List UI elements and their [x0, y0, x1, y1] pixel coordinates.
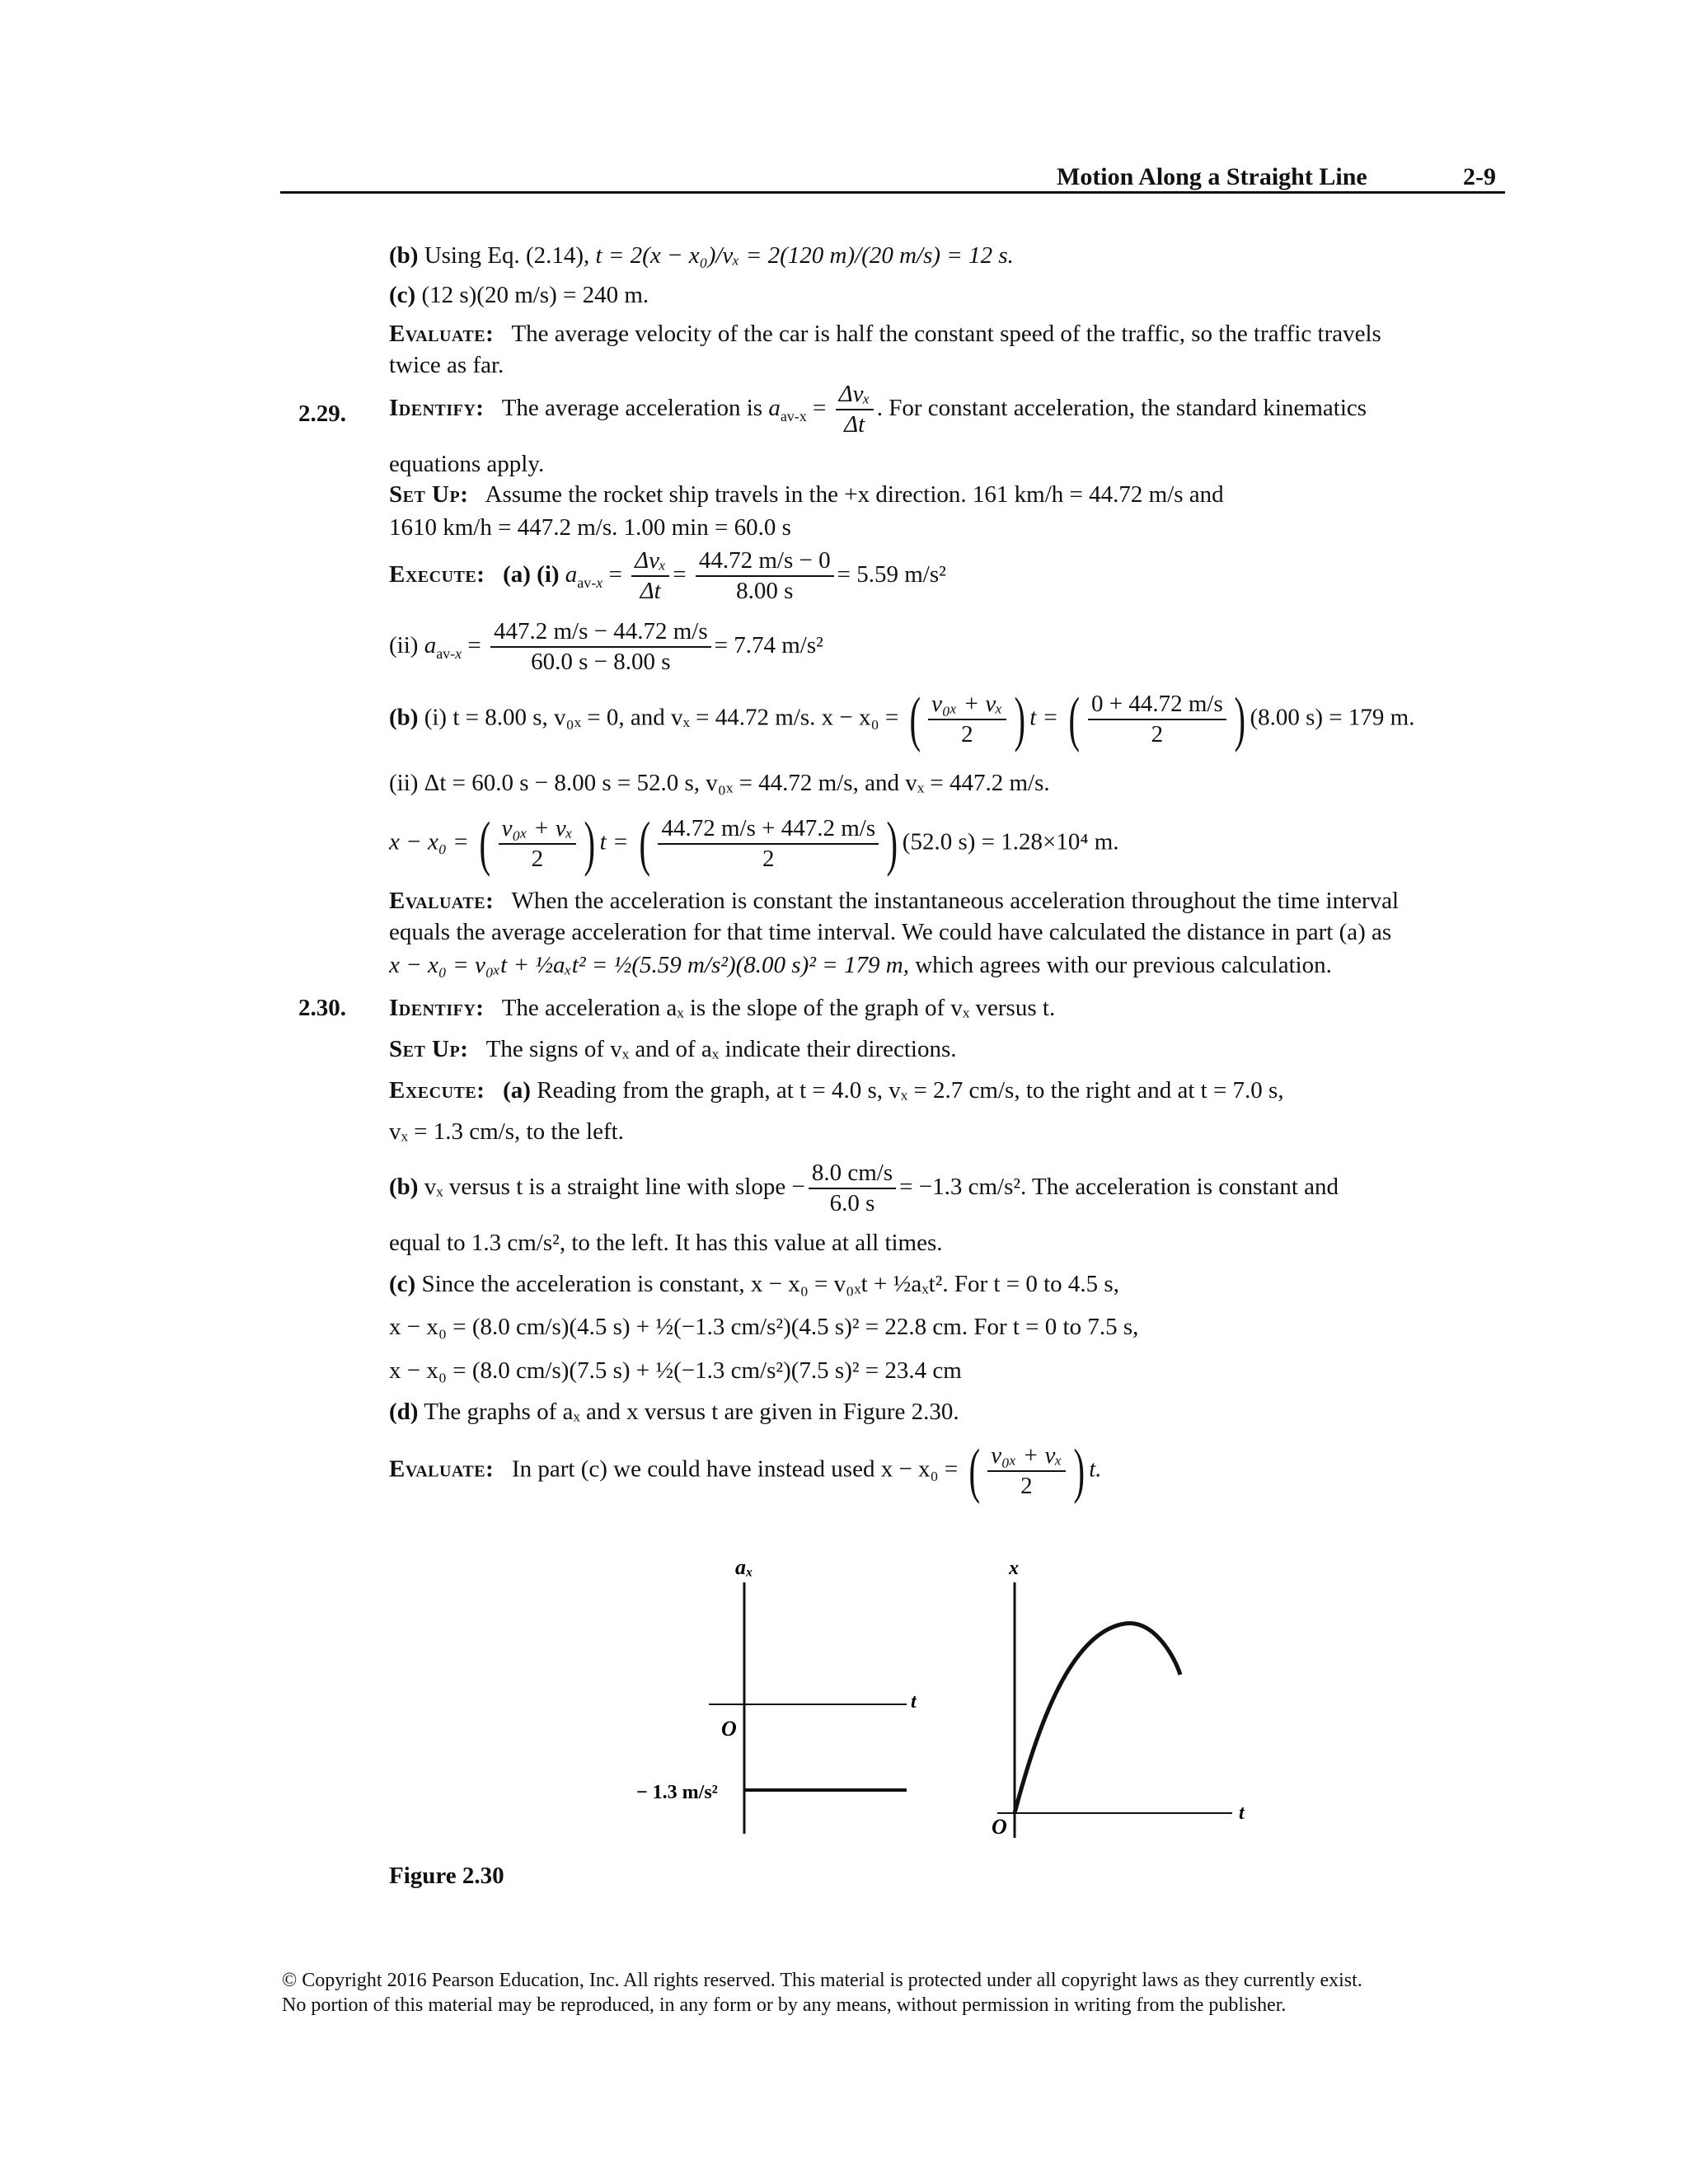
numerator: Δvₓ [836, 381, 874, 410]
p229-setup-line-1 [389, 480, 1224, 509]
x-label: x [1009, 1558, 1019, 1579]
math-lhs: a [768, 395, 781, 421]
figure-2-30 [0, 1549, 1688, 1961]
denominator: 60.0 s − 8.00 s [531, 649, 671, 676]
denominator: 6.0 s [829, 1190, 875, 1217]
math-lhs: x − x₀ = [389, 828, 469, 855]
p230-execute-a-line-1 [389, 1076, 1284, 1105]
p229-identify-line: Identify: The average acceleration is $a_{av-x}$ = $\frac{\text{Δvₓ}}{\Delta t}$ . For constant acceleration, the standard kinematics [389, 381, 1367, 438]
text: The acceleration aₓ is the slope of the graph of vₓ versus t. [501, 995, 1056, 1021]
part-label: (d) [389, 1399, 419, 1425]
fraction [1088, 691, 1226, 749]
p228-b-line [389, 241, 1014, 270]
numerator: 44.72 m/s − 0 [696, 547, 834, 577]
setup-label: Set Up: [389, 481, 469, 508]
part-label: (c) [389, 282, 416, 308]
p228-evaluate-line-2: twice as far. [389, 352, 504, 378]
p230-evaluate-line: Evaluate: In part (c) we could have instead used x − x₀ = ( $\frac{\text{v₀ₓ + vₓ}}{2}$ ) t. [389, 1437, 1102, 1505]
math: (12 s)(20 m/s) = 240 m. [421, 282, 649, 308]
denominator: 2 [1020, 1473, 1033, 1499]
p229-execute-b-ii: (ii) Δt = 60.0 s − 8.00 s = 52.0 s, v₀ₓ = 44.72 m/s, and vₓ = 447.2 m/s. [389, 770, 1050, 796]
t-label: t [1239, 1802, 1245, 1824]
identify-label: Identify: [389, 395, 485, 421]
text: . For constant acceleration, the standard kinematics [876, 395, 1367, 421]
math-sub: av-x [780, 407, 807, 424]
page-number: 2-9 [1463, 163, 1496, 190]
header-title: Motion Along a Straight Line [1057, 163, 1367, 190]
evaluate-label: Evaluate: [389, 1455, 495, 1483]
text: The signs of vₓ and of aₓ indicate their directions. [485, 1036, 957, 1062]
identify-label: Identify: [389, 995, 485, 1021]
p228-evaluate-line-1 [389, 319, 1381, 349]
p230-execute-c-line-3: x − x₀ = (8.0 cm/s)(7.5 s) + ½(−1.3 cm/s²)(7.5 s)² = 23.4 cm [389, 1357, 962, 1384]
footer-copyright-line-2: No portion of this material may be reproduced, in any form or by any means, without permission in writing from the publisher. [282, 1994, 1287, 2016]
text: t = [1029, 704, 1059, 731]
fraction [499, 815, 576, 874]
fraction [658, 815, 879, 874]
evaluate-label: Evaluate: [389, 321, 495, 347]
p230-setup-line [389, 1034, 957, 1064]
p228-c-line [389, 280, 649, 310]
part-label: (b) [389, 1174, 419, 1200]
text: The graphs of aₓ and x versus t are given in Figure 2.30. [424, 1399, 959, 1425]
numerator: 0 + 44.72 m/s [1088, 691, 1226, 720]
numerator: 8.0 cm/s [809, 1160, 896, 1189]
p230-execute-b-line-1 [389, 1160, 1339, 1218]
denominator: 2 [531, 846, 544, 872]
numerator: 447.2 m/s − 44.72 m/s [490, 618, 711, 648]
numerator: Δvₓ [631, 547, 669, 577]
part-label: (a) (i) [503, 561, 560, 588]
problem-number-229: 2.29. [298, 401, 346, 427]
part-label: (c) [389, 1271, 416, 1297]
fraction [631, 547, 669, 606]
p229-evaluate-line-2: equals the average acceleration for that time interval. We could have calculated the distance in part (a) as [389, 919, 1392, 945]
fraction [836, 381, 874, 439]
p230-execute-c-line-1 [389, 1269, 1119, 1299]
figure-caption: Figure 2.30 [389, 1863, 504, 1889]
setup-label: Set Up: [389, 1036, 469, 1062]
p230-execute-b-line-2: equal to 1.3 cm/s², to the left. It has this value at all times. [389, 1230, 943, 1256]
part-label: (ii) [389, 632, 419, 658]
denominator: Δt [844, 411, 865, 438]
fraction [928, 691, 1006, 749]
problem-number-230: 2.30. [298, 995, 346, 1021]
p229-identify-line-3: equations apply. [389, 451, 545, 477]
graph-x-vs-t [992, 1558, 1245, 1839]
text: vₓ versus t is a straight line with slope − [424, 1174, 805, 1200]
graph-ax-vs-t [636, 1555, 917, 1834]
origin-label: O [992, 1815, 1007, 1839]
text: When the acceleration is constant the instantaneous acceleration throughout the time interval [511, 888, 1400, 914]
p229-execute-a-ii: (ii) $a_{av-x}$ = $\frac{447.2 m/s - 44.72 m/s}{60.0 s - 8.00 s}$ = 7.74 m/s² [389, 618, 823, 676]
text: Since the acceleration is constant, x − x₀ = v₀ₓt + ½aₓt². For t = 0 to 4.5 s, [421, 1271, 1119, 1297]
fraction [696, 547, 834, 606]
p229-evaluate-line-3 [389, 950, 1332, 980]
t-label: t [911, 1691, 917, 1713]
ax-label: aₓ [735, 1555, 753, 1579]
p230-execute-a-line-2: vₓ = 1.3 cm/s, to the left. [389, 1118, 624, 1145]
text: (i) t = 8.00 s, v₀ₓ = 0, and vₓ = 44.72 m/s. x − x₀ = [424, 704, 899, 731]
execute-label: Execute: [389, 561, 485, 588]
math: t = 2(x − x₀)/vₓ = 2(120 m)/(20 m/s) = 12 s. [595, 242, 1014, 269]
numerator: v₀ₓ + vₓ [499, 815, 576, 845]
numerator: v₀ₓ + vₓ [928, 691, 1006, 720]
text: In part (c) we could have instead used x − x₀ = [511, 1455, 959, 1483]
fraction [987, 1442, 1065, 1501]
denominator: 2 [1151, 721, 1164, 748]
footer-copyright-line-1: © Copyright 2016 Pearson Education, Inc. All rights reserved. This material is protected under all copyright laws as they currently exist. [282, 1970, 1362, 1991]
execute-label: Execute: [389, 1077, 485, 1104]
result: (8.00 s) = 179 m. [1250, 704, 1415, 731]
result: = 5.59 m/s² [837, 561, 946, 588]
text: The average velocity of the car is half the constant speed of the traffic, so the traffic travels [511, 321, 1381, 347]
part-label: (b) [389, 704, 419, 731]
header-rule [280, 191, 1505, 194]
denominator: 2 [961, 721, 973, 748]
acceleration-value-label: − 1.3 m/s² [636, 1782, 718, 1803]
text: Using Eq. (2.14), [424, 242, 590, 269]
fraction [809, 1160, 896, 1218]
fraction [490, 618, 711, 677]
position-curve [1015, 1624, 1180, 1813]
p229-evaluate-line-1 [389, 886, 1399, 916]
text: The average acceleration is [501, 395, 763, 421]
result: (52.0 s) = 1.28×10⁴ m. [902, 828, 1119, 855]
text: = −1.3 cm/s². The acceleration is constant and [899, 1174, 1339, 1200]
p229-execute-b-i: (b) (i) t = 8.00 s, v₀ₓ = 0, and vₓ = 44.72 m/s. x − x₀ = ( $\frac{\text{v₀ₓ + vₓ}}{2}$ ) t = ( $\frac{0 + 44.72 m/s}{2}$ ) (8.00 s) = 179 m. [389, 686, 1415, 753]
text: Reading from the graph, at t = 4.0 s, vₓ = 2.7 cm/s, to the right and at t = 7.0 s, [537, 1077, 1284, 1104]
denominator: 2 [762, 846, 775, 872]
math: x − x₀ = v₀ₓt + ½aₓt² = ½(5.59 m/s²)(8.00 s)² = 179 m, [389, 952, 909, 978]
p229-execute-a-i: Execute: (a) (i) $a_{av-x}$ = $\frac{\text{Δvₓ}}{\Delta t}$ = $\frac{44.72 m/s - 0}{8.00 s}$ = 5.59 m/s² [389, 547, 946, 605]
part-label: (b) [389, 242, 419, 269]
text: Assume the rocket ship travels in the +x direction. 161 km/h = 44.72 m/s and [485, 481, 1224, 508]
p229-execute-b-iii: x − x₀ = ( $\frac{\text{v₀ₓ + vₓ}}{2}$ ) t = ( $\frac{44.72 m/s + 447.2 m/s}{2}$ ) (52.0 s) = 1.28×10⁴ m. [389, 810, 1119, 878]
text: t = [599, 828, 629, 855]
p230-execute-d-line [389, 1397, 959, 1427]
part-label: (a) [503, 1077, 531, 1104]
p230-identify-line [389, 993, 1055, 1023]
denominator: 8.00 s [736, 578, 794, 605]
numerator: 44.72 m/s + 447.2 m/s [658, 815, 879, 845]
text: which agrees with our previous calculation. [915, 952, 1332, 978]
numerator: v₀ₓ + vₓ [987, 1442, 1065, 1472]
p229-setup-line-2: 1610 km/h = 447.2 m/s. 1.00 min = 60.0 s [389, 514, 791, 541]
text: t. [1089, 1455, 1102, 1483]
result: = 7.74 m/s² [714, 632, 823, 658]
origin-label: O [721, 1717, 737, 1741]
p230-execute-c-line-2: x − x₀ = (8.0 cm/s)(4.5 s) + ½(−1.3 cm/s²)(4.5 s)² = 22.8 cm. For t = 0 to 7.5 s, [389, 1314, 1139, 1340]
evaluate-label: Evaluate: [389, 888, 495, 914]
denominator: Δt [640, 578, 661, 605]
